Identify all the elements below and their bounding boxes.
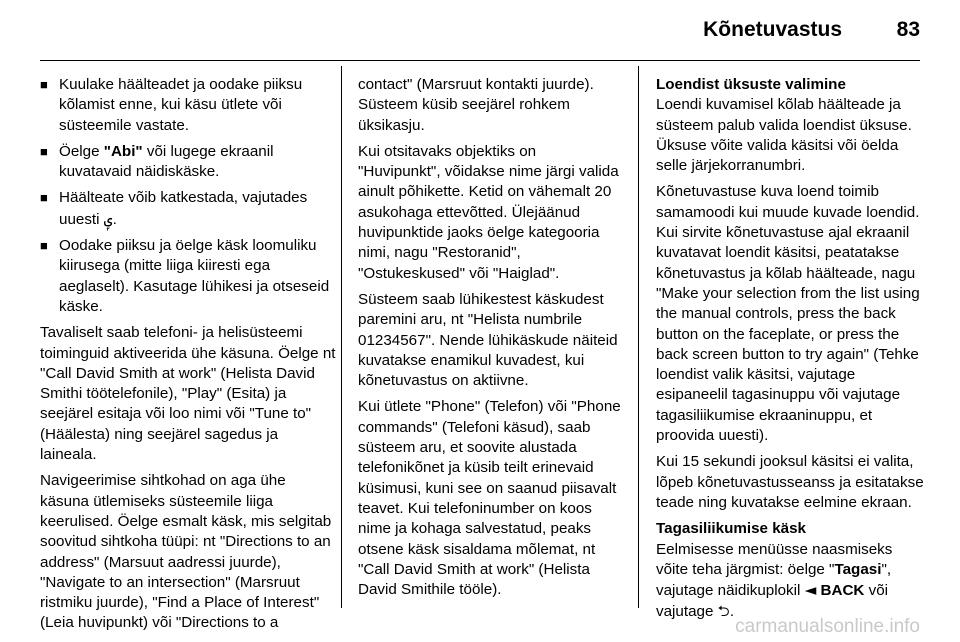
back-arrow-icon: ◄ xyxy=(804,581,817,600)
page-number: 83 xyxy=(896,18,920,41)
paragraph: Eelmisesse menüüsse naasmiseks võite teha järgmist: öelge "Tagasi", vajutage näidikuplokil ◄ BACK või vajutage ⮌. xyxy=(656,540,893,621)
section-heading: Tagasiliikumise käsk xyxy=(656,520,806,538)
list-item: ■ Häälteate võib katkestada, vajutades uuesti ݷ. xyxy=(40,188,337,230)
paragraph: Loendi kuvamisel kõlab häälteade ja süsteem palub valida loendist üksuse. Üksuse võite valida käsitsi või öelda selle järjekorranumbri. xyxy=(656,96,912,175)
column-3 xyxy=(656,75,924,629)
paragraph: Kui otsitavaks objektiks on "Huvipunkt", võidakse nime järgi valida ainult põhikette. Ketid on vähemalt 20 asukohaga ettevõtted. Ülejäänud huvipunktide jaoks öelge kategooria nimi, nagu "Restoranid", "Ostukeskused" või "Haiglad". xyxy=(358,142,619,282)
back-command: Tagasi xyxy=(834,560,882,578)
column-divider-2 xyxy=(638,66,639,608)
column-divider-1 xyxy=(341,66,342,608)
header-rule xyxy=(40,60,920,61)
paragraph: Kui 15 sekundi jooksul käsitsi ei valita, lõpeb kõnetuvastusseanss ja esitatakse teade ning kuvatakse eelmine ekraan. xyxy=(656,453,924,511)
list-item: ■ Oodake piiksu ja öelge käsk loomuliku kiirusega (mitte liiga kiiresti ega aeglaselt). Kasutage lühikesi ja otseseid käske. xyxy=(40,236,337,317)
section-heading: Loendist üksuste valimine xyxy=(656,76,846,93)
list-item: ■ Öelge "Abi" või lugege ekraanil kuvatavaid näidiskäske. xyxy=(40,142,337,183)
paragraph: Navigeerimise sihtkohad on aga ühe käsuna ütlemiseks süsteemile liiga keerulised. Öelge esmalt käsk, mis selgitab soovitud sihtkoha tüüpi: nt "Directions to an address" (Marsuut aadressi juurde), "Navigate to an intersection" (Marsruut ristmiku juurde), "Find a Place of Interest" (Leia huvipunkt) või "Directions to a xyxy=(40,472,332,632)
column-2 xyxy=(358,75,622,606)
column-1 xyxy=(40,75,337,640)
paragraph: Kui ütlete "Phone" (Telefon) või "Phone commands" (Telefoni käsud), saab süsteem aru, et soovite alustada telefonikõnet ja küsib teilt erinevaid küsimusi, kuni see on saanud piisavalt teavet. Kui telefoninumber on koos nime ja kohaga salvestatud, peaks otsene käsk sisaldama mõlemat, nt "Call David Smith at work" (Helista David Smithile tööle). xyxy=(358,398,621,599)
help-command: "Abi" xyxy=(103,142,143,160)
paragraph: Tavaliselt saab telefoni- ja helisüsteemi toiminguid aktiveerida ühe käsuna. Öelge nt "Call David Smith at work" (Helista David Smithi töötelefonile), "Play" (Esita) ja seejärel esitaja või loo nimi või "Tune to" (Häälesta) ning seejärel sagedus ja laineala. xyxy=(40,324,336,464)
tips-list xyxy=(40,75,337,317)
list-item: ■ Kuulake häälteadet ja oodake piiksu kõlamist enne, kui käsu ütlete või süsteemile vastate. xyxy=(40,75,337,136)
paragraph: contact" (Marsruut kontakti juurde). Süsteem küsib seejärel rohkem üksikasju. xyxy=(358,76,594,134)
back-label: BACK xyxy=(820,582,865,600)
return-icon: ⮌ xyxy=(717,602,730,621)
page-header xyxy=(0,0,960,62)
voice-icon: ݷ xyxy=(103,209,113,228)
paragraph: Kõnetuvastuse kuva loend toimib samamoodi kui muude kuvade loendid. Kui sirvite kõnetuvastuse ajal ekraanil kuvatavat loendit käsitsi, peatatakse kõnetuvastus ja kõlab häälteade, nagu "Make your selection from the list using the manual controls, press the back button on the faceplate, or press the back screen button to try again" (Tehke loendist valik käsitsi, vajutage esipaneelil tagasinuppu või vajutage tagasiliikumise ekraaninuppu, et proovida uuesti). xyxy=(656,183,920,445)
page-title: Kõnetuvastus xyxy=(703,18,842,41)
paragraph: Süsteem saab lühikestest käskudest paremini aru, nt "Helista numbrile 01234567". Nende lühikäskude näiteid kuvatakse enamikul kuvadest, kui kõnetuvastus on aktiivne. xyxy=(358,290,618,390)
watermark: carmanualsonline.info xyxy=(735,616,920,637)
